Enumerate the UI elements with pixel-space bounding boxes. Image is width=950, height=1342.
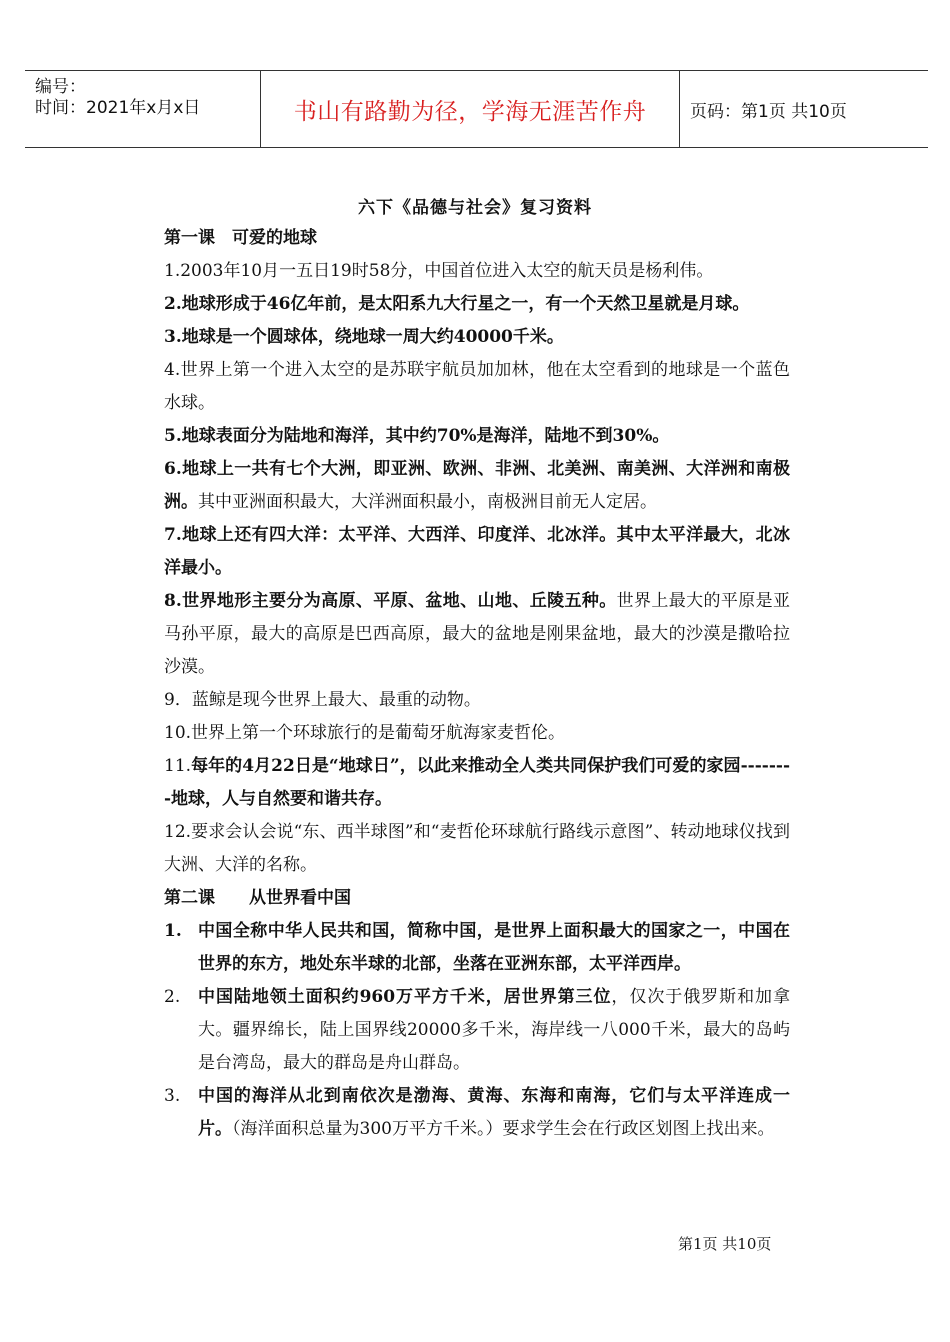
lesson1-item-8-bold: 8.世界地形主要分为高原、平原、盆地、山地、丘陵五种。 bbox=[164, 591, 617, 611]
lesson2-heading: 第二课 从世界看中国 bbox=[164, 888, 351, 908]
document-body bbox=[164, 222, 790, 1146]
lesson1-item-6-bold: 6.地球上一共有七个大洲，即亚洲、欧洲、非洲、北美洲、南美洲、大洋洲和南极洲。 bbox=[164, 459, 790, 512]
lesson1-item-2: 2.地球形成于46亿年前，是太阳系九大行星之一，有一个天然卫星就是月球。 bbox=[164, 294, 750, 314]
lesson1-heading: 第一课 可爱的地球 bbox=[164, 228, 317, 248]
lesson1-item-11-num: 11. bbox=[164, 756, 192, 776]
lesson2-item-3-num: 3. bbox=[164, 1086, 181, 1106]
header-meta bbox=[35, 77, 200, 119]
time-label: 时间：2021年x月x日 bbox=[35, 98, 201, 118]
lesson2-item-3 bbox=[164, 1080, 790, 1146]
lesson1-item-6-rest: 其中亚洲面积最大，大洋洲面积最小，南极洲目前无人定居。 bbox=[198, 492, 657, 512]
number-label: 编号： bbox=[35, 77, 86, 97]
lesson1-item-8-rest: 世界上最大的平原是亚马孙平原，最大的高原是巴西高原，最大的盆地是刚果盆地，最大的沙漠是撒哈拉沙漠。 bbox=[164, 591, 791, 677]
lesson2-item-3-text bbox=[198, 1080, 790, 1146]
motto: 书山有路勤为径，学海无涯苦作舟 bbox=[260, 71, 680, 147]
lesson1-item-3: 3.地球是一个圆球体，绕地球一周大约40000千米。 bbox=[164, 327, 564, 347]
lesson1-item-5: 5.地球表面分为陆地和海洋，其中约70%是海洋，陆地不到30%。 bbox=[164, 426, 670, 446]
lesson2-item-1-text: 中国全称中华人民共和国，简称中国，是世界上面积最大的国家之一，中国在世界的东方，地处东半球的北部，坐落在亚洲东部，太平洋西岸。 bbox=[198, 921, 790, 974]
lesson1-item-11 bbox=[164, 750, 790, 816]
lesson2-item-2-bold: 中国陆地领土面积约960万平方千米，居世界第三位 bbox=[198, 987, 612, 1007]
lesson2-item-1 bbox=[164, 915, 790, 981]
lesson1-item-9: 9．蓝鲸是现今世界上最大、最重的动物。 bbox=[164, 690, 481, 710]
lesson2-item-2 bbox=[164, 981, 790, 1080]
lesson1-item-1: 1.2003年10月一五日19时58分，中国首位进入太空的航天员是杨利伟。 bbox=[164, 261, 714, 281]
page-header bbox=[25, 70, 928, 148]
lesson1-item-11-bold: 每年的4月22日是“地球日”，以此来推动全人类共同保护我们可爱的家园--------地球，人与自然要和谐共存。 bbox=[164, 756, 790, 809]
lesson1-item-7: 7.地球上还有四大洋：太平洋、大西洋、印度洋、北冰洋。其中太平洋最大，北冰洋最小。 bbox=[164, 525, 790, 578]
page-footer: 第1页 共10页 bbox=[678, 1235, 772, 1253]
lesson1-item-6 bbox=[164, 453, 790, 519]
lesson2-item-3-rest: （海洋面积总量为300万平方千米。）要求学生会在行政区划图上找出来。 bbox=[232, 1119, 775, 1139]
lesson1-item-12: 12.要求会认会说“东、西半球图”和“麦哲伦环球航行路线示意图”、转动地球仪找到大洲、大洋的名称。 bbox=[164, 822, 790, 875]
lesson1-item-10: 10.世界上第一个环球旅行的是葡萄牙航海家麦哲伦。 bbox=[164, 723, 566, 743]
document-title: 六下《品德与社会》复习资料 bbox=[358, 198, 592, 218]
lesson1-item-4: 4.世界上第一个进入太空的是苏联宇航员加加林，他在太空看到的地球是一个蓝色水球。 bbox=[164, 360, 790, 413]
lesson2-item-2-text bbox=[198, 981, 790, 1080]
lesson2-item-2-rest: ，仅次于俄罗斯和加拿大。疆界绵长，陆上国界线20000多千米，海岸线一八000千米，最大的岛屿是台湾岛，最大的群岛是舟山群岛。 bbox=[198, 987, 790, 1073]
lesson2-item-3-bold: 中国的海洋从北到南依次是渤海、黄海、东海和南海，它们与太平洋连成一片。 bbox=[198, 1086, 790, 1139]
lesson2-item-2-num: 2. bbox=[164, 987, 181, 1007]
header-page-label: 页码：第1页 共10页 bbox=[690, 101, 847, 122]
lesson2-item-1-num: 1. bbox=[164, 921, 182, 941]
lesson1-item-8 bbox=[164, 585, 790, 684]
